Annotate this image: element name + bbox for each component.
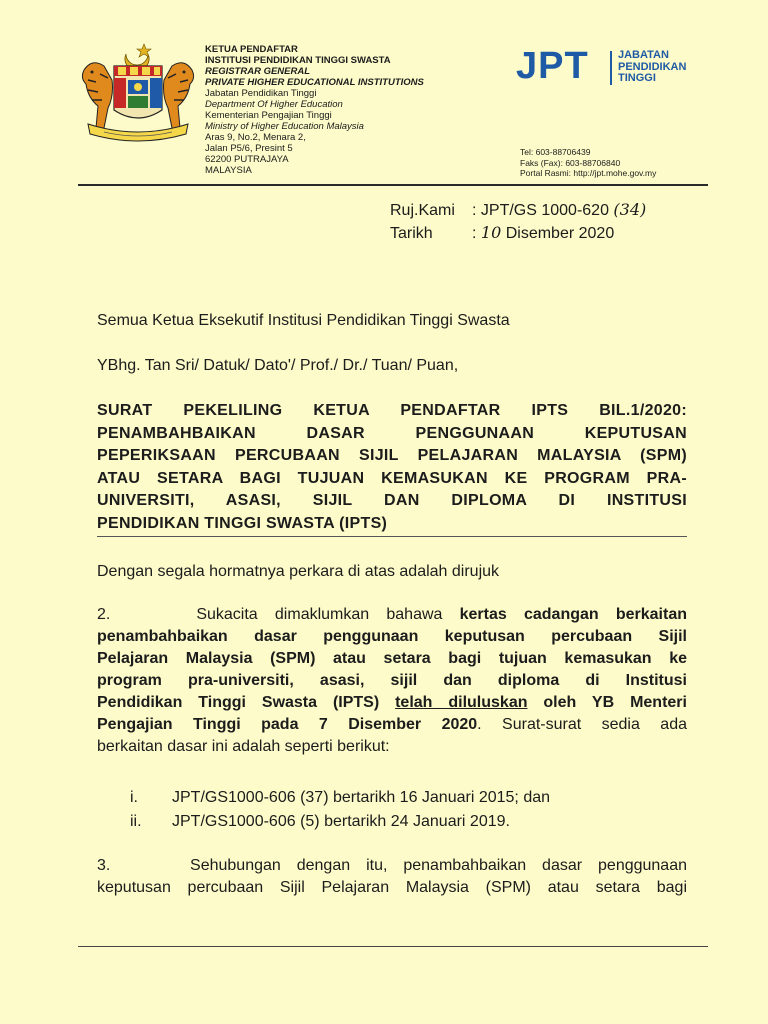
list-item: ii. JPT/GS1000-606 (5) bertarikh 24 Januari 2019. bbox=[130, 813, 510, 830]
jpt-logo-name: JABATAN PENDIDIKAN TINGGI bbox=[618, 49, 687, 84]
address-line: Department Of Higher Education bbox=[205, 99, 343, 110]
address-line: Aras 9, No.2, Menara 2, bbox=[205, 132, 306, 143]
paragraph-3: 3. Sehubungan dengan itu, penambahbaikan dasar penggunaan keputusan percubaan Sijil Pelajaran Malaysia (SPM) atau setara bagi bbox=[97, 857, 687, 896]
jpt-logo-mark: JPT bbox=[516, 45, 589, 87]
letter-subject: SURAT PEKELILING KETUA PENDAFTAR IPTS BIL.1/2020: PENAMBAHBAIKAN DASAR PENGGUNAAN KEPUTUSAN PEPERIKSAAN PERCUBAAN SIJIL PELAJARAN MALAYSIA (SPM) ATAU SETARA BAGI TUJUAN KEMASUKAN KE PROGRAM PRA- UNIVERSITI, ASASI, SIJIL DAN DIPLOMA DI INSTITUSI PENDIDIKAN TINGGI SWASTA (IPTS) bbox=[97, 402, 687, 532]
contact-tel: Tel: 603-88706439 bbox=[520, 147, 591, 157]
letterhead-divider bbox=[78, 184, 708, 186]
subject-underline bbox=[97, 536, 687, 537]
contact-portal: Portal Rasmi: http://jpt.mohe.gov.my bbox=[520, 168, 657, 178]
address-line: PRIVATE HIGHER EDUCATIONAL INSTITUTIONS bbox=[205, 77, 424, 88]
contact-block bbox=[520, 147, 656, 179]
address-line: Jalan P5/6, Presint 5 bbox=[205, 143, 293, 154]
reference-number: Ruj.Kami : JPT/GS 1000-620 (34) bbox=[390, 200, 647, 219]
recipient: Semua Ketua Eksekutif Institusi Pendidikan Tinggi Swasta bbox=[97, 312, 510, 329]
paragraph-2: 2. Sukacita dimaklumkan bahawa kertas cadangan berkaitan penambahbaikan dasar penggunaan keputusan percubaan Sijil Pelajaran Malaysia (SPM) atau setara bagi tujuan kemasukan ke program pra-universiti, asasi, sijil dan diploma di Institusi Pendidikan Tinggi Swasta (IPTS) telah diluluskan oleh YB Menteri Pengajian Tinggi pada 7 Disember 2020. Surat-surat sedia ada berkaitan dasar ini adalah seperti berikut: bbox=[97, 606, 688, 755]
reference-block bbox=[390, 199, 646, 245]
list-item: i. JPT/GS1000-606 (37) bertarikh 16 Januari 2015; dan bbox=[130, 789, 551, 806]
handwritten-ref-number: (34) bbox=[613, 200, 647, 219]
footer-divider bbox=[78, 946, 708, 947]
registrar-address-block bbox=[205, 44, 424, 176]
address-line: INSTITUSI PENDIDIKAN TINGGI SWASTA bbox=[205, 55, 391, 66]
salutation: YBhg. Tan Sri/ Datuk/ Dato'/ Prof./ Dr./ Tuan/ Puan, bbox=[97, 357, 459, 374]
address-line: MALAYSIA bbox=[205, 165, 252, 176]
address-line: Jabatan Pendidikan Tinggi bbox=[205, 88, 317, 99]
opening-line: Dengan segala hormatnya perkara di atas adalah dirujuk bbox=[97, 563, 500, 580]
jpt-logo-divider bbox=[610, 51, 612, 85]
address-line: Ministry of Higher Education Malaysia bbox=[205, 121, 364, 132]
handwritten-day: 10 bbox=[480, 223, 502, 242]
address-line: Kementerian Pengajian Tinggi bbox=[205, 110, 332, 121]
address-line: 62200 PUTRAJAYA bbox=[205, 154, 289, 165]
address-line: REGISTRAR GENERAL bbox=[205, 66, 311, 77]
reference-date: Tarikh : 10 Disember 2020 bbox=[390, 223, 615, 242]
malaysia-coat-of-arms-icon bbox=[74, 40, 202, 144]
address-line: KETUA PENDAFTAR bbox=[205, 44, 298, 55]
contact-fax: Faks (Fax): 603-88706840 bbox=[520, 157, 621, 168]
